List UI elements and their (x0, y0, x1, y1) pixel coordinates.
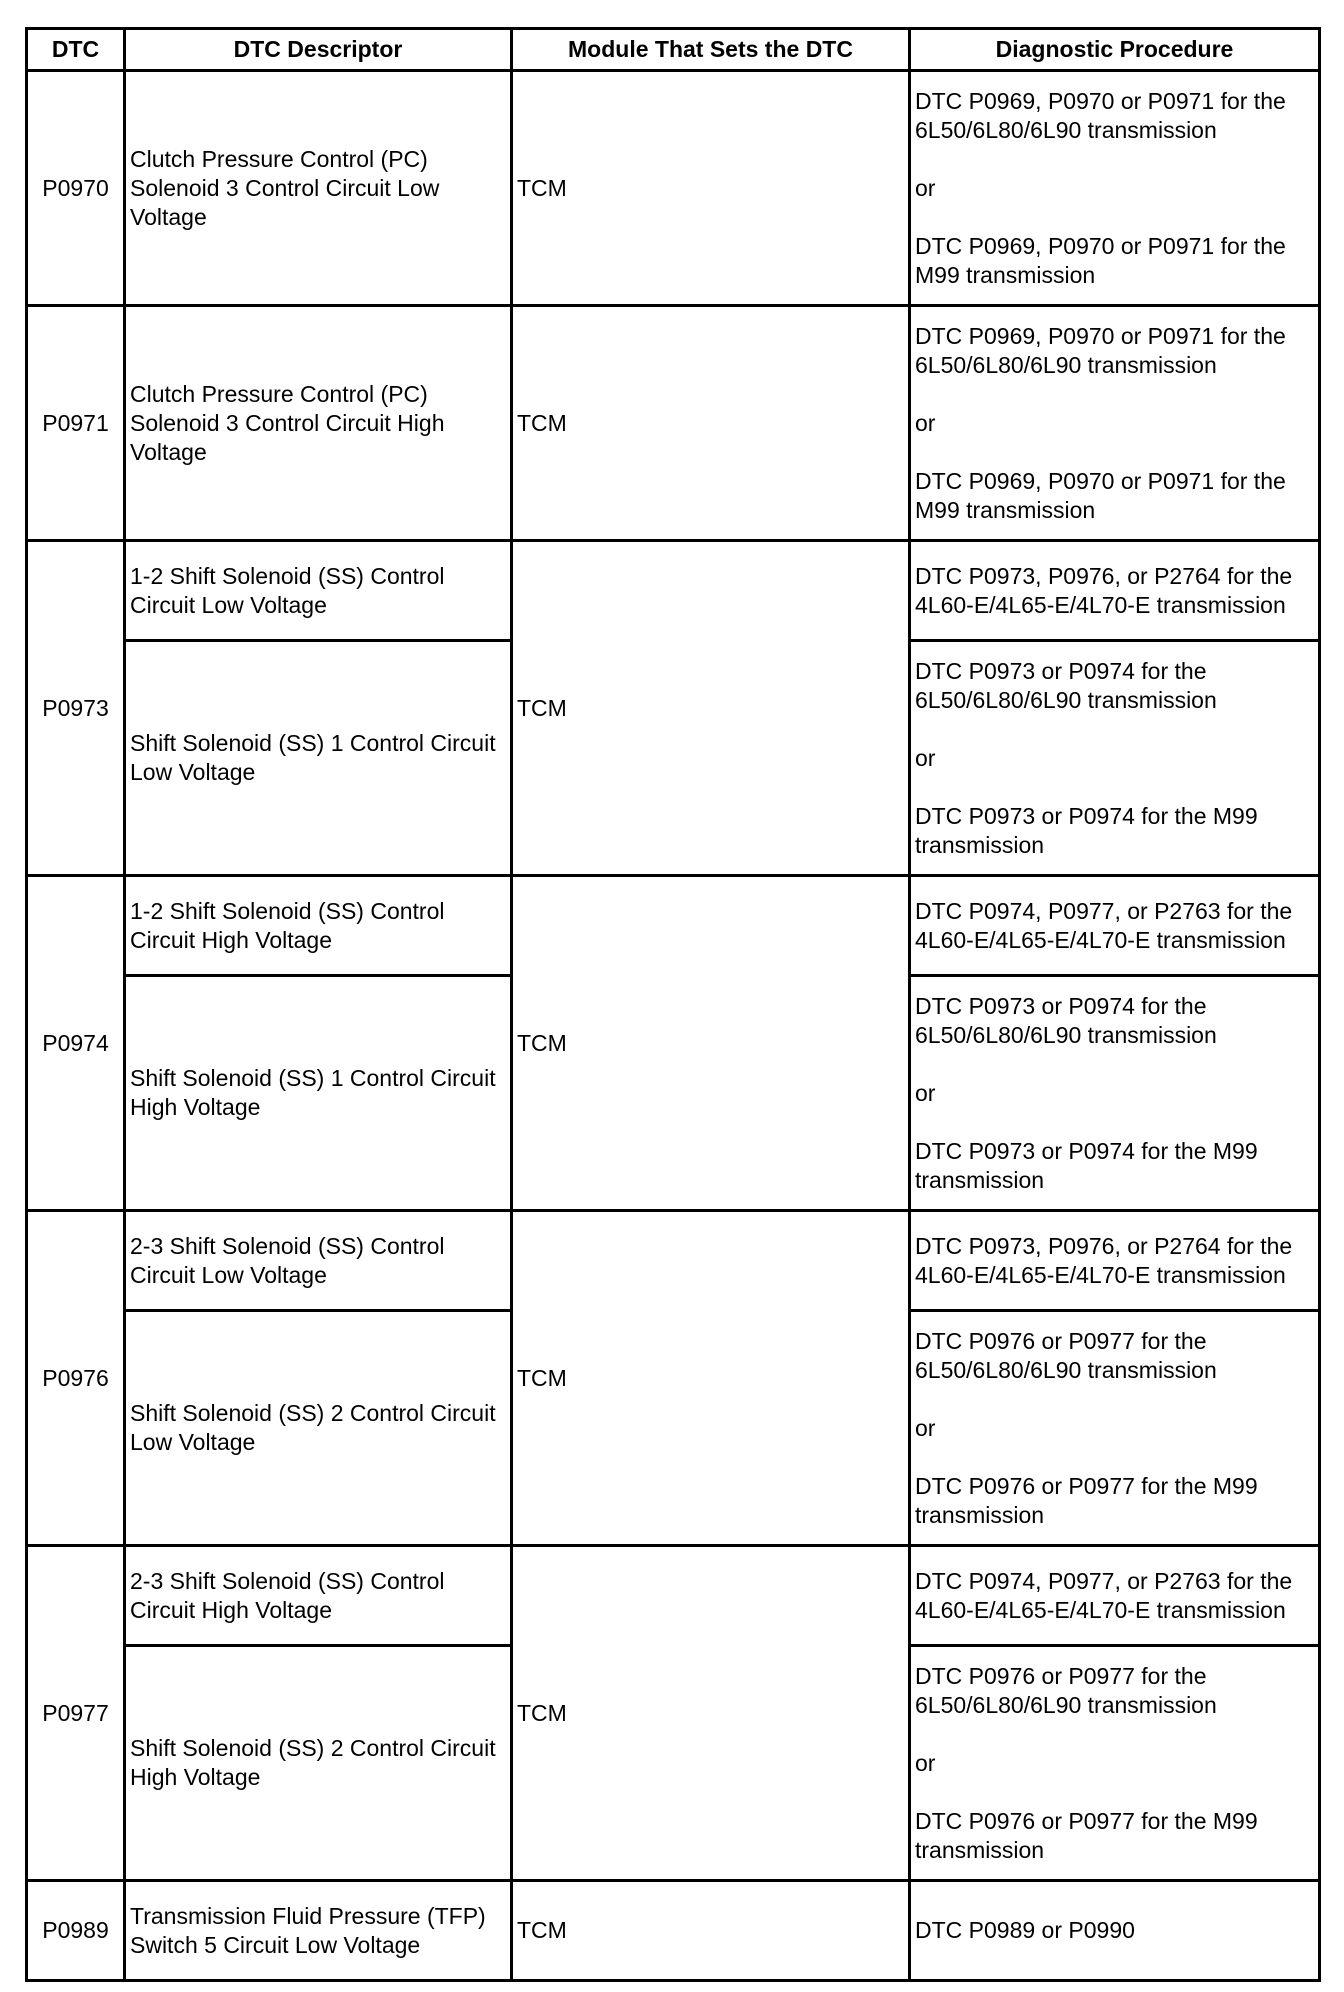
module: TCM (512, 1546, 910, 1881)
header-dtc: DTC (27, 29, 125, 71)
diagnostic-procedure (910, 1646, 1320, 1881)
dtc-descriptor: Transmission Fluid Pressure (TFP) Switch 5 Circuit Low Voltage (125, 1881, 512, 1981)
table-row (27, 541, 1320, 641)
module: TCM (512, 1881, 910, 1981)
diagnostic-procedure (910, 71, 1320, 306)
dtc-code: P0970 (27, 71, 125, 306)
procedure-text: DTC P0976 or P0977 for the 6L50/6L80/6L90 transmission (915, 1662, 1217, 1718)
dtc-descriptor: 2-3 Shift Solenoid (SS) Control Circuit High Voltage (125, 1546, 512, 1646)
module: TCM (512, 71, 910, 306)
procedure-or: or (915, 1079, 936, 1106)
diagnostic-procedure (910, 976, 1320, 1211)
table-row (27, 1881, 1320, 1981)
procedure-text: DTC P0976 or P0977 for the M99 transmission (915, 1807, 1258, 1863)
procedure-text: DTC P0973 or P0974 for the 6L50/6L80/6L90 transmission (915, 657, 1217, 713)
diagnostic-procedure: DTC P0974, P0977, or P2763 for the 4L60-E/4L65-E/4L70-E transmission (910, 1546, 1320, 1646)
diagnostic-procedure (910, 1311, 1320, 1546)
table-row (27, 876, 1320, 976)
dtc-code: P0973 (27, 541, 125, 876)
dtc-code: P0976 (27, 1211, 125, 1546)
diagnostic-procedure (910, 306, 1320, 541)
procedure-text: DTC P0969, P0970 or P0971 for the 6L50/6L80/6L90 transmission (915, 322, 1286, 378)
procedure-or: or (915, 409, 936, 436)
dtc-descriptor: 1-2 Shift Solenoid (SS) Control Circuit Low Voltage (125, 541, 512, 641)
diagnostic-procedure: DTC P0974, P0977, or P2763 for the 4L60-E/4L65-E/4L70-E transmission (910, 876, 1320, 976)
procedure-text: DTC P0976 or P0977 for the 6L50/6L80/6L90 transmission (915, 1327, 1217, 1383)
procedure-text: DTC P0973 or P0974 for the M99 transmission (915, 802, 1258, 858)
table-row (27, 71, 1320, 306)
diagnostic-procedure (910, 641, 1320, 876)
header-procedure: Diagnostic Procedure (910, 29, 1320, 71)
dtc-table (25, 27, 1321, 1982)
procedure-text: DTC P0973 or P0974 for the M99 transmission (915, 1137, 1258, 1193)
header-module: Module That Sets the DTC (512, 29, 910, 71)
procedure-text: DTC P0969, P0970 or P0971 for the 6L50/6L80/6L90 transmission (915, 87, 1286, 143)
procedure-text: DTC P0976 or P0977 for the M99 transmission (915, 1472, 1258, 1528)
table-row (27, 1546, 1320, 1646)
header-descriptor: DTC Descriptor (125, 29, 512, 71)
dtc-descriptor: Shift Solenoid (SS) 1 Control Circuit High Voltage (125, 976, 512, 1211)
procedure-or: or (915, 174, 936, 201)
dtc-descriptor: Clutch Pressure Control (PC) Solenoid 3 Control Circuit Low Voltage (125, 71, 512, 306)
dtc-code: P0977 (27, 1546, 125, 1881)
dtc-code: P0974 (27, 876, 125, 1211)
module: TCM (512, 1211, 910, 1546)
dtc-descriptor: Shift Solenoid (SS) 2 Control Circuit Low Voltage (125, 1311, 512, 1546)
procedure-or: or (915, 1749, 936, 1776)
table-row (27, 1211, 1320, 1311)
dtc-descriptor: Clutch Pressure Control (PC) Solenoid 3 Control Circuit High Voltage (125, 306, 512, 541)
dtc-descriptor: 1-2 Shift Solenoid (SS) Control Circuit High Voltage (125, 876, 512, 976)
module: TCM (512, 876, 910, 1211)
procedure-text: DTC P0969, P0970 or P0971 for the M99 transmission (915, 467, 1286, 523)
diagnostic-procedure: DTC P0989 or P0990 (910, 1881, 1320, 1981)
dtc-descriptor: 2-3 Shift Solenoid (SS) Control Circuit Low Voltage (125, 1211, 512, 1311)
procedure-text: DTC P0969, P0970 or P0971 for the M99 transmission (915, 232, 1286, 288)
diagnostic-procedure: DTC P0973, P0976, or P2764 for the 4L60-E/4L65-E/4L70-E transmission (910, 1211, 1320, 1311)
module: TCM (512, 541, 910, 876)
dtc-code: P0989 (27, 1881, 125, 1981)
dtc-code: P0971 (27, 306, 125, 541)
procedure-or: or (915, 1414, 936, 1441)
table-row (27, 306, 1320, 541)
module: TCM (512, 306, 910, 541)
dtc-descriptor: Shift Solenoid (SS) 1 Control Circuit Low Voltage (125, 641, 512, 876)
diagnostic-procedure: DTC P0973, P0976, or P2764 for the 4L60-E/4L65-E/4L70-E transmission (910, 541, 1320, 641)
procedure-text: DTC P0973 or P0974 for the 6L50/6L80/6L90 transmission (915, 992, 1217, 1048)
procedure-or: or (915, 744, 936, 771)
header-row (27, 29, 1320, 71)
dtc-descriptor: Shift Solenoid (SS) 2 Control Circuit High Voltage (125, 1646, 512, 1881)
